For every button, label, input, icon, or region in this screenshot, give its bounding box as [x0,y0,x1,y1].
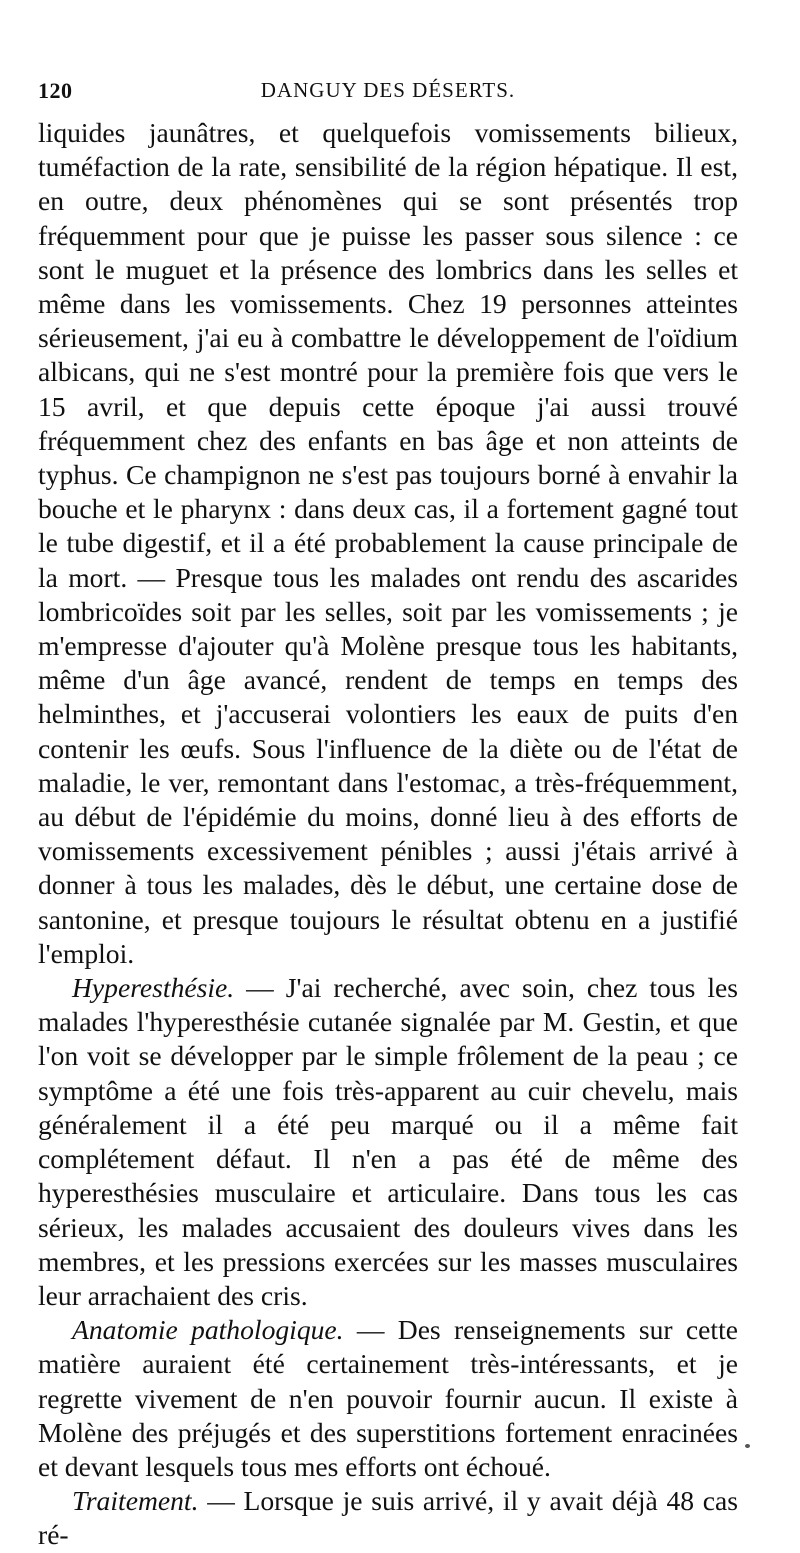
paragraph-anatomie-text: — Des renseignements sur cette matière auraient été certainement très-intéressants, et je regrette vivement de n'en pouvoir fournir aucun. Il existe à Molène des préjugés et des superstitions fortement enracinées et devant lesquels tous mes efforts ont échoué. [38,1314,738,1482]
page-number: 120 [38,78,73,103]
ink-speck [745,1444,750,1448]
running-title: DANGUY DES DÉSERTS. [260,78,516,102]
paragraph-symptoms-text: liquides jaunâtres, et quelquefois vomissements bilieux, tuméfaction de la rate, sensibilité de la région hépatique. Il est, en outre, deux phénomènes qui se sont présentés trop fréquemment pour que je puisse les passer sous silence : ce sont le muguet et la présence des lombrics dans les selles et même dans les vomissements. Chez 19 personnes atteintes sérieusement, j'ai eu à combattre le développement de l'oïdium albicans, qui ne s'est montré pour la première fois que vers le 15 avril, et que depuis cette époque j'ai aussi trouvé fréquemment chez des enfants en bas âge et non atteints de typhus. Ce champignon ne s'est pas toujours borné à envahir la bouche et le pharynx : dans deux cas, il a fortement gagné tout le tube digestif, et il a été probablement la cause principale de la mort. — Presque tous les malades ont rendu des ascarides lombricoïdes soit par les selles, soit par les vomissements ; je m'empresse d'ajouter qu'à Molène presque tous les habitants, même d'un âge avancé, rendent de temps en temps des helminthes, et j'accuserai volontiers les eaux de puits d'en contenir les œufs. Sous l'influence de la diète ou de l'état de maladie, le ver, remontant dans l'estomac, a très-fréquemment, au début de l'épidémie du moins, donné lieu à des efforts de vomissements excessivement pénibles ; aussi j'étais arrivé à donner à tous les malades, dès le début, une certaine dose de santonine, et presque toujours le résultat obtenu en a justifié l'emploi. [38,117,738,969]
paragraph-hyperesthesie-text: — J'ai recherché, avec soin, chez tous les malades l'hyperesthésie cutanée signalée par M. Gestin, et que l'on voit se développer par le simple frôlement de la peau ; ce symptôme a été une fois très-apparent au cuir chevelu, mais généralement il a été peu marqué ou il a même fait complétement défaut. Il n'en a pas été de même des hyperesthésies musculaire et articulaire. Dans tous les cas sérieux, les malades accusaient des douleurs vives dans les membres, et les pressions exercées sur les masses musculaires leur arrachaient des cris. [38,972,738,1311]
paragraph-symptoms [38,116,738,971]
paragraph-anatomie [38,1313,738,1484]
running-head [38,70,738,114]
body-text [38,116,738,1553]
paragraph-hyperesthesie [38,971,738,1313]
section-heading-anatomie: Anatomie pathologique. [72,1314,344,1346]
paragraph-traitement [38,1484,738,1552]
paragraph-traitement-text: — Lorsque je suis arrivé, il y avait déjà 48 cas ré- [38,1485,738,1551]
book-page [38,70,738,1553]
section-heading-traitement: Traitement. [72,1485,199,1517]
section-heading-hyperesthesie: Hyperesthésie. [72,972,235,1004]
